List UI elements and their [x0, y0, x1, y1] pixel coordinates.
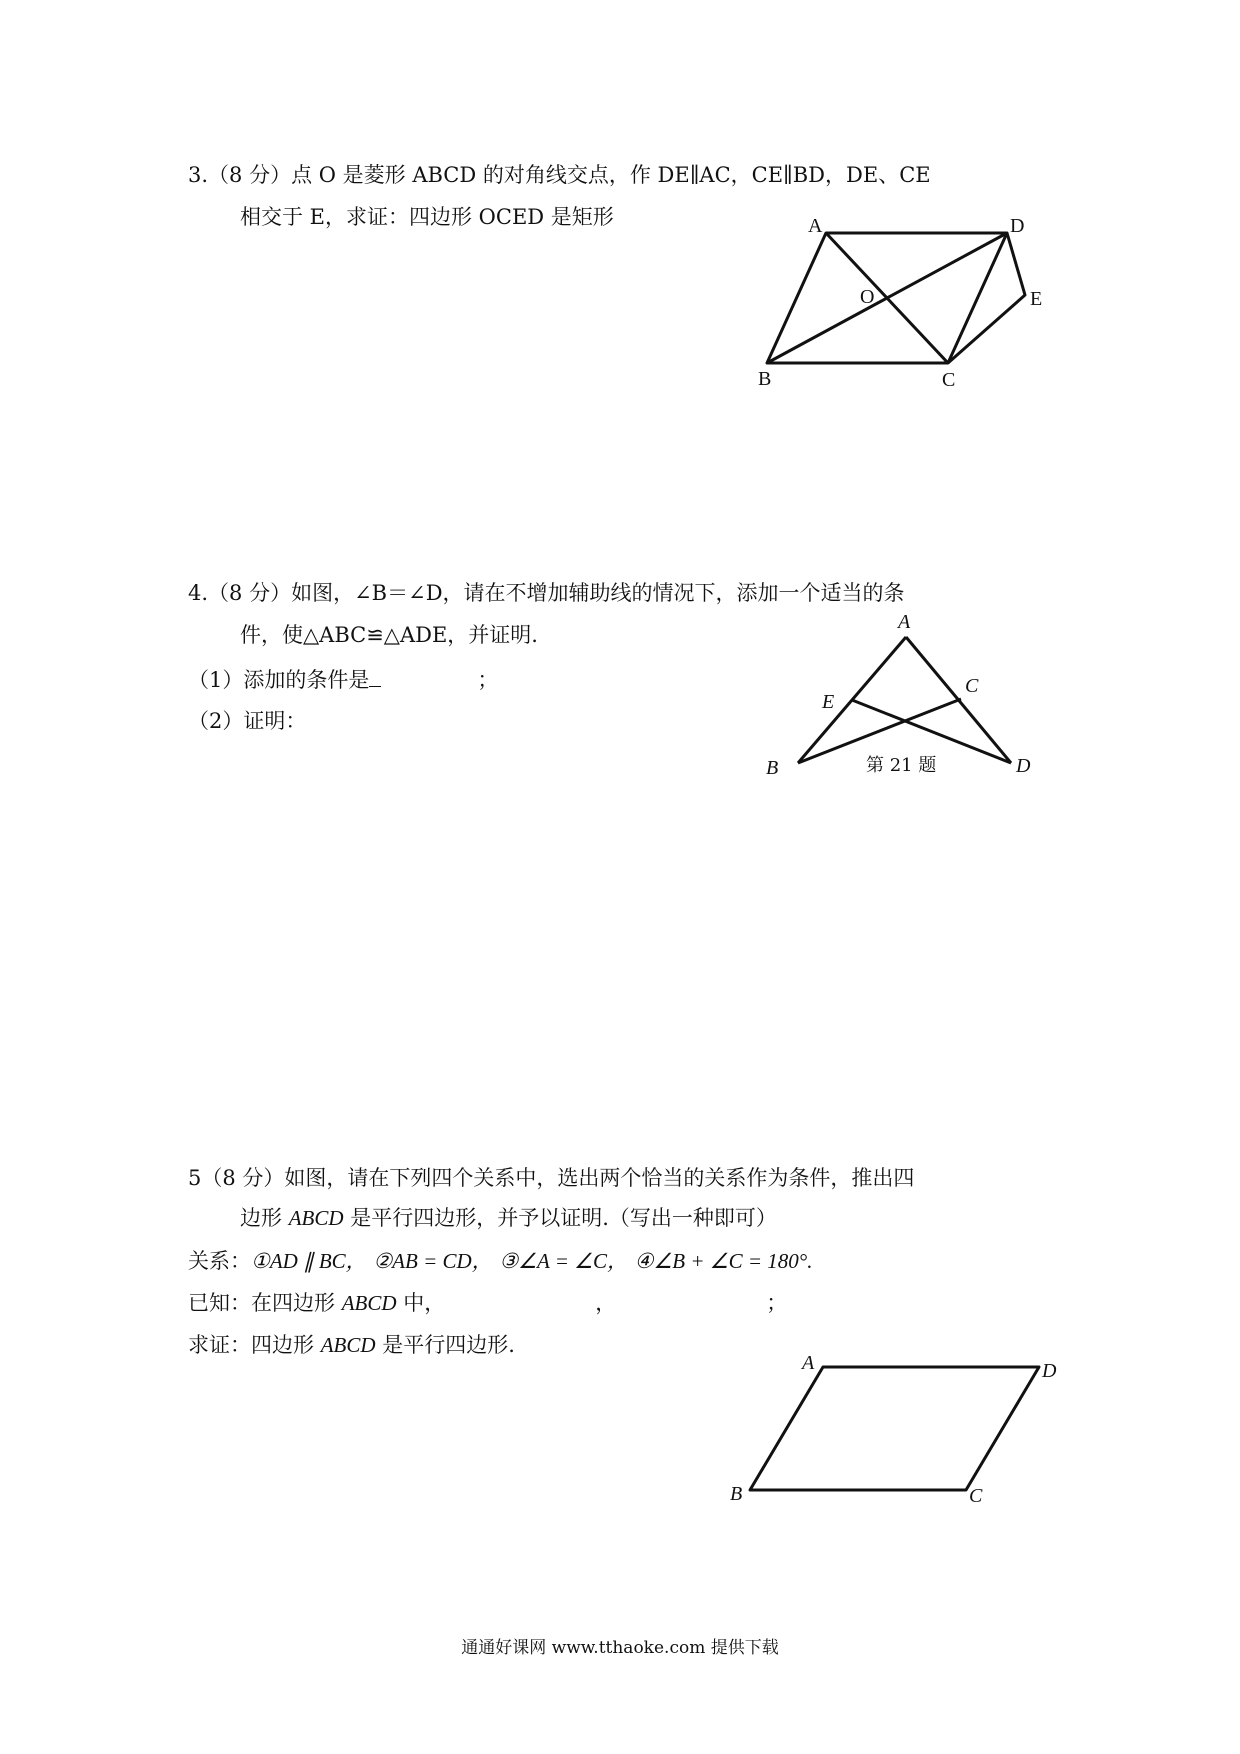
- q5-prove-pre: 求证：四边形: [188, 1333, 314, 1357]
- q5-line2: [240, 1203, 777, 1233]
- q3-label-e: E: [1030, 288, 1043, 310]
- q5-label-b: B: [730, 1483, 743, 1505]
- q5-known-mid: 中，: [403, 1291, 446, 1315]
- q4-triangle-figure: [755, 605, 1055, 785]
- q4-answer-underline: [369, 664, 381, 687]
- q5-parallelogram-abcd: [750, 1367, 1039, 1490]
- q5-label-c: C: [969, 1485, 983, 1507]
- q4-line2: 件，使△ABC≌△ADE，并证明.: [240, 623, 538, 647]
- q4-sub1: [188, 664, 498, 695]
- q4-line1: 4.（8 分）如图，∠B＝∠D，请在不增加辅助线的情况下，添加一个适当的条: [188, 581, 905, 605]
- q4-label-a: A: [898, 611, 911, 633]
- q5-line2-pre: 边形: [240, 1206, 282, 1230]
- q4-label-d: D: [1016, 755, 1031, 777]
- q3-line2: 相交于 E，求证：四边形 OCED 是矩形: [240, 205, 614, 229]
- page-footer: 通通好课网 www.tthaoke.com 提供下载: [461, 1638, 779, 1658]
- q5-line2-abcd: ABCD: [288, 1206, 344, 1230]
- q5-known: [188, 1288, 787, 1318]
- q5-relation-3: ③∠A = ∠C，: [499, 1249, 628, 1273]
- q5-known-end: ；: [766, 1291, 788, 1315]
- q5-label-a: A: [802, 1352, 815, 1374]
- q4-label-e: E: [822, 691, 835, 713]
- q5-parallelogram-figure: [720, 1335, 1070, 1510]
- q5-label-d: D: [1042, 1360, 1057, 1382]
- q3-rhombus-figure: [740, 210, 1070, 390]
- q4-figure-caption: 第 21 题: [866, 755, 937, 776]
- q5-known-comma: ，: [595, 1291, 617, 1315]
- q5-prove-post: 是平行四边形.: [382, 1333, 515, 1357]
- q3-lines-de-ce: [948, 233, 1025, 363]
- q4-sub1-end: ；: [477, 668, 499, 692]
- q3-label-b: B: [758, 368, 772, 390]
- q5-line1: 5（8 分）如图，请在下列四个关系中，选出两个恰当的关系作为条件，推出四: [188, 1166, 915, 1190]
- q5-relation-4: ④∠B + ∠C = 180°.: [634, 1249, 813, 1273]
- q4-label-c: C: [965, 675, 979, 697]
- q5-relations-label: 关系：: [188, 1249, 251, 1273]
- q3-label-c: C: [942, 369, 956, 390]
- q3-label-d: D: [1010, 215, 1025, 237]
- q5-known-pre: 已知：在四边形: [188, 1291, 335, 1315]
- q5-relations: [188, 1246, 812, 1276]
- q5-relation-1: ①AD ∥ BC，: [251, 1249, 367, 1273]
- q5-prove-abcd: ABCD: [320, 1333, 376, 1357]
- q3-line1: 3.（8 分）点 O 是菱形 ABCD 的对角线交点，作 DE∥AC，CE∥BD，DE、CE: [188, 163, 931, 187]
- q5-known-abcd: ABCD: [341, 1291, 397, 1315]
- q3-label-o: O: [860, 286, 875, 308]
- q4-sub1-label: （1）添加的条件是: [188, 668, 370, 692]
- q4-sub2: （2）证明：: [188, 709, 307, 733]
- q5-relation-2: ②AB = CD，: [373, 1249, 493, 1273]
- q5-line2-post: 是平行四边形，并予以证明.（写出一种即可）: [350, 1206, 777, 1230]
- q4-label-b: B: [766, 757, 779, 779]
- q3-label-a: A: [808, 215, 823, 237]
- q5-prove: [188, 1330, 515, 1360]
